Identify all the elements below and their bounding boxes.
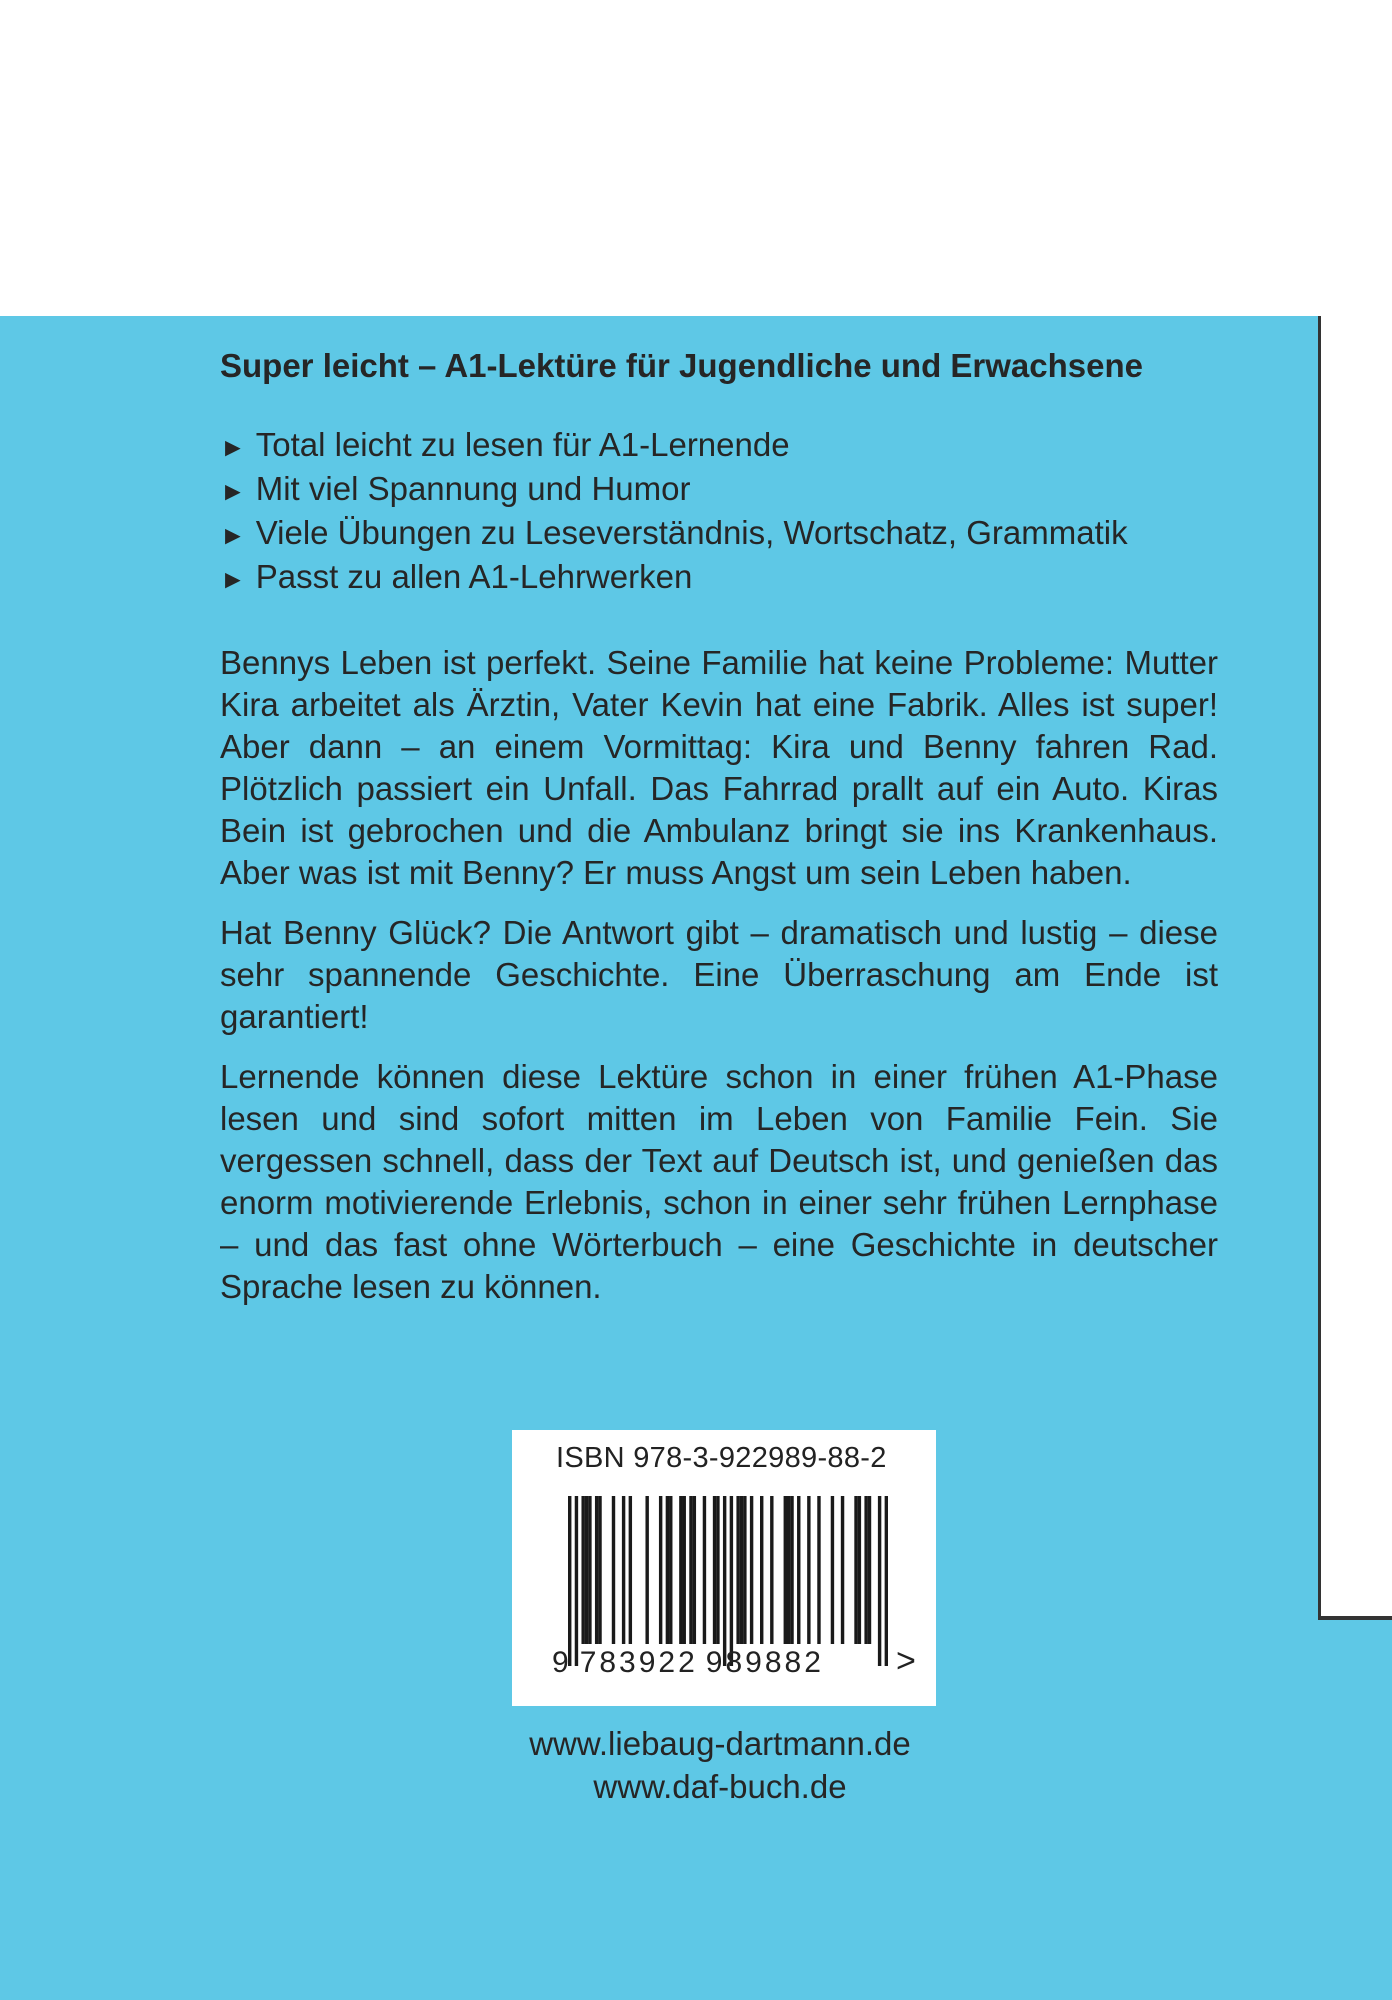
feature-item: ► Passt zu allen A1-Lehrwerken [220,556,1218,600]
barcode-bar [854,1496,857,1644]
barcode-bar [797,1496,800,1644]
barcode-end-marker: > [896,1642,916,1680]
barcode-bar [784,1496,787,1644]
right-pointer-icon: ► [220,476,246,506]
barcode-bar [629,1496,632,1644]
barcode-bar [858,1496,861,1644]
barcode-bar [831,1496,834,1644]
right-pointer-icon: ► [220,520,246,550]
barcode-bar [750,1496,753,1644]
barcode-bar [693,1496,696,1644]
barcode-bars [568,1496,888,1666]
barcode-bar [736,1496,739,1644]
isbn-barcode [512,1430,936,1706]
barcode-bar [622,1496,625,1644]
headline: Super leicht – A1-Lektüre für Jugendliche und Erwachsene [220,347,1144,384]
feature-list [220,424,1218,600]
barcode-bar [669,1496,672,1644]
feature-item: ► Mit viel Spannung und Humor [220,468,1218,512]
barcode-bar [679,1496,682,1644]
barcode-bar [716,1496,719,1644]
publisher-urls [400,1722,1040,1808]
barcode-bar [723,1496,726,1666]
barcode-bar [817,1496,820,1644]
barcode-bar [689,1496,692,1644]
barcode-bar [588,1496,591,1644]
barcode-bar [666,1496,669,1644]
barcode-bar [743,1496,746,1644]
barcode-bar [575,1496,578,1666]
barcode-bar [841,1496,844,1644]
barcode-bar [770,1496,773,1644]
isbn-label: ISBN 978-3-922989-88-2 [556,1442,887,1474]
barcode-bar [585,1496,588,1644]
barcode-bar [787,1496,790,1644]
barcode-bar [864,1496,867,1644]
barcode-bar [713,1496,716,1644]
barcode-digits: 9 783922 989882 [552,1646,824,1679]
barcode-bar [878,1496,881,1666]
barcode-bar [807,1496,810,1644]
barcode-bar [868,1496,871,1644]
url-link[interactable]: www.daf-buch.de [593,1768,847,1805]
blurb-paragraph: Bennys Leben ist perfekt. Seine Familie hat keine Probleme: Mutter Kira arbeitet als Ärztin, Vater Kevin hat eine Fabrik. Alles ist super! Aber dann – an einem Vormittag: Kira und Benny fahren Rad. Plötzlich passiert ein Unfall. Das Fahrrad prallt auf ein Auto. Kiras Bein ist gebrochen und die Ambulanz bringt sie ins Krankenhaus. Aber was ist mit Benny? Er muss Angst um sein Leben haben. [220,644,1218,891]
barcode-bar [612,1496,615,1644]
right-pointer-icon: ► [220,432,246,462]
feature-item: ► Total leicht zu lesen für A1-Lernende [220,424,1218,468]
barcode-bar [645,1496,648,1644]
barcode-bar [885,1496,888,1666]
barcode-bar [683,1496,686,1644]
cover-content [220,340,1218,1308]
barcode-bar [598,1496,601,1644]
blurb-paragraph: Lernende können diese Lektüre schon in einer frühen A1-Phase lesen und sind sofort mitten im Leben von Familie Fein. Sie vergessen schnell, dass der Text auf Deutsch ist, und genießen das enorm motivierende Erlebnis, schon in einer sehr frühen Lernphase – und das fast ohne Wörterbuch – eine Geschichte in deutscher Sprache lesen zu können. [220,1058,1218,1305]
barcode-bar [581,1496,584,1644]
feature-item: ► Viele Übungen zu Leseverständnis, Wortschatz, Grammatik [220,512,1218,556]
barcode-bar [659,1496,662,1644]
barcode-bar [568,1496,571,1666]
barcode-bar [740,1496,743,1644]
barcode-bar [730,1496,733,1666]
barcode-bar [760,1496,763,1644]
barcode-bar [595,1496,598,1644]
blurb-paragraph: Hat Benny Glück? Die Antwort gibt – dramatisch und lustig – diese sehr spannende Geschichte. Eine Überraschung am Ende ist garantiert! [220,914,1218,1035]
barcode-bar [703,1496,706,1644]
url-link[interactable]: www.liebaug-dartmann.de [529,1725,911,1762]
right-pointer-icon: ► [220,564,246,594]
barcode-bar [790,1496,793,1644]
cover-edge-strip [1318,316,1392,1620]
